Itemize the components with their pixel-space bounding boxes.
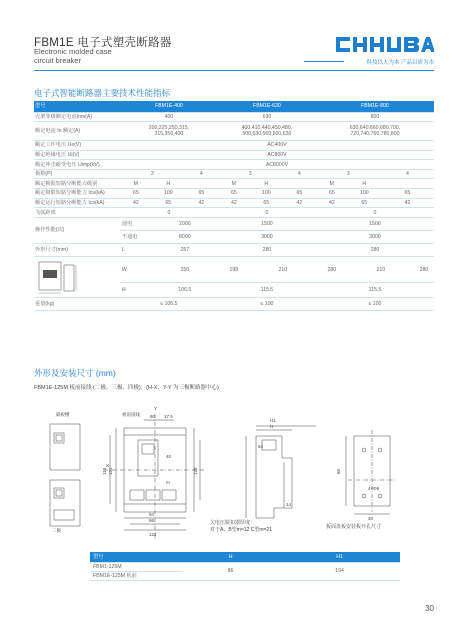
label-poles: 极数(P) xyxy=(34,169,120,179)
cell: 3 xyxy=(218,169,283,179)
cell: 115.5 xyxy=(218,283,316,297)
mini-header-model: 型号 xyxy=(90,552,182,562)
cell: 4 xyxy=(283,169,316,179)
slogan-divider xyxy=(304,61,344,62)
dim-128: 128 xyxy=(193,467,198,475)
note-undervoltage-1: 欠电压脱扣器厚度： xyxy=(210,520,256,526)
label-dim-l: L xyxy=(120,243,152,256)
dimension-section-title: 外形及安装尺寸 (mm) xyxy=(34,368,116,378)
dim-131: 131 xyxy=(108,467,113,475)
dim-122: 122 xyxy=(149,532,157,537)
label-operation-life: 操作性能(次) xyxy=(34,217,120,243)
label-arc-distance: 飞弧距离 xyxy=(34,208,120,218)
label-dim-h: H xyxy=(120,283,152,297)
label-frame-current: 壳架等级额定电流Inm(A) xyxy=(34,112,120,122)
breaker-thumbnail-cell xyxy=(34,256,120,297)
cell: 65 xyxy=(152,198,185,208)
cell: 4 xyxy=(381,169,434,179)
mini-header-h: H xyxy=(182,552,279,562)
cell-rated-current-800 xyxy=(316,122,434,141)
cell: M xyxy=(120,179,152,189)
mini-header-h1: H1 xyxy=(279,552,400,562)
cell: 42 xyxy=(185,198,218,208)
dimension-drawing xyxy=(34,400,434,550)
row-frame-current xyxy=(34,112,434,122)
cell: 8000 xyxy=(152,230,218,243)
mini-dimension-table xyxy=(90,552,400,581)
cell: 4 xyxy=(185,169,218,179)
label-electrical: 通电 xyxy=(120,217,152,230)
cell xyxy=(185,179,218,189)
label-panel: 隔板槽 xyxy=(56,412,70,417)
cell: 100 xyxy=(250,189,283,199)
row-icu xyxy=(34,189,434,199)
cell-text: 630,640,660,680,700, 720,740,760,780,800 xyxy=(349,125,401,138)
cell: 42 xyxy=(283,198,316,208)
cell: 65 xyxy=(316,189,348,199)
cell: 630 xyxy=(218,112,316,122)
row-weight xyxy=(34,297,434,310)
cell: 0 xyxy=(316,208,434,218)
label-axis-x: X xyxy=(106,463,110,468)
spec-table xyxy=(34,101,434,311)
label-weight: 重量(kg) xyxy=(34,297,120,310)
cell: 106.5 xyxy=(152,283,218,297)
label-two-pole: 二极 xyxy=(52,528,61,533)
cell: 65 xyxy=(381,189,434,199)
cell-text: 200,225,250,315, 315,350,400 xyxy=(148,125,190,138)
cell: H xyxy=(152,179,185,189)
dim-4-holes: 4×Φ6 xyxy=(368,486,380,491)
dim-h: H xyxy=(270,424,274,429)
cell: 0 xyxy=(120,208,218,218)
cell: 3 xyxy=(316,169,381,179)
cell: M xyxy=(316,179,348,189)
mini-cell-h1: 104 xyxy=(279,562,400,580)
cell: 280 xyxy=(218,243,316,256)
cell: 65 xyxy=(185,189,218,199)
label-impulse-voltage: 额定冲击耐受电压 Uimp(kV) xyxy=(34,160,120,170)
cell: AC8000V xyxy=(120,160,434,170)
cell: 150 xyxy=(152,256,218,283)
mini-row-label: FBM1-125M xyxy=(90,562,182,571)
label-insulation-voltage: 额定绝缘电压 Ui(V) xyxy=(34,150,120,160)
cell-rated-current-400 xyxy=(120,122,218,141)
brand-slogan: 科技以人为本 产品以质为本 xyxy=(366,60,434,66)
product-subtitle-line1: Electronic molded case xyxy=(34,47,112,56)
label-rated-current: 额定电流 In 额定(A) xyxy=(34,122,120,141)
cell: 65 xyxy=(120,189,152,199)
row-rated-current xyxy=(34,122,434,141)
label-ics: 额定运行短路分断能力 Ics(kA) xyxy=(34,198,120,208)
cell: 42 xyxy=(316,198,348,208)
cell: 1500 xyxy=(316,217,434,230)
row-breaking-level xyxy=(34,179,434,189)
header-fbm1e-400: FBM1E-400 xyxy=(120,101,218,112)
note-undervoltage-2: 对于A、B型m=12 C型m=21 xyxy=(210,527,272,533)
cell: H xyxy=(250,179,283,189)
row-impulse-voltage xyxy=(34,160,434,170)
cell: 1500 xyxy=(218,217,316,230)
dim-60: 60 xyxy=(336,468,341,474)
cell: 257 xyxy=(152,243,218,256)
row-arc-distance xyxy=(34,208,434,218)
row-ics xyxy=(34,198,434,208)
cell: 280 xyxy=(316,243,434,256)
label-icu: 额定极限短路分断能力 Icu(kA) xyxy=(34,189,120,199)
dim-17-5: 17.5 xyxy=(164,414,173,419)
cell xyxy=(283,179,316,189)
brand-text: CHHUBA xyxy=(334,33,339,34)
label-dim-w: W xyxy=(120,256,152,283)
cell: 115.5 xyxy=(316,283,434,297)
header-fbm1e-630: FBM1E-630 xyxy=(218,101,316,112)
cell: 65 xyxy=(218,189,250,199)
row-dim-w xyxy=(34,256,434,283)
spec-section-title: 电子式智能断路器主要技术性能指标 xyxy=(34,88,171,98)
dim-94: 94 xyxy=(149,512,155,517)
dim-m: m xyxy=(166,480,170,485)
row-dim-l xyxy=(34,243,434,256)
row-working-voltage xyxy=(34,141,434,151)
cell: 65 xyxy=(348,198,381,208)
mini-cell-h: 86 xyxy=(182,562,279,580)
header-rule xyxy=(34,70,434,71)
cell: 65 xyxy=(250,198,283,208)
label-mechanical: 不通电 xyxy=(120,230,152,243)
dim-45: 45 xyxy=(166,454,172,459)
cell: 3000 xyxy=(316,230,434,243)
cell: 800 xyxy=(316,112,434,122)
cell-text: 400,410,440,450,480, 500,530,560,600,630 xyxy=(241,125,293,138)
note-mounting-cutout: 板面盘板安装板开孔尺寸 xyxy=(326,524,382,530)
cell: 210 xyxy=(250,256,316,283)
page-number: 30 xyxy=(425,604,434,613)
cell: 280 xyxy=(414,256,434,283)
label-working-voltage: 额定工作电压 Ue(V) xyxy=(34,141,120,151)
dim-110: 110 xyxy=(102,467,107,475)
cell: 100 xyxy=(348,189,381,199)
breaker-outline-icon xyxy=(36,259,78,295)
cell: 0 xyxy=(218,208,316,218)
cell xyxy=(381,179,434,189)
cell: AC400V xyxy=(120,141,434,151)
cell: 42 xyxy=(120,198,152,208)
cell: 210 xyxy=(348,256,414,283)
product-title: FBM1E 电子式塑壳断路器 xyxy=(34,37,172,49)
cell: 3 xyxy=(120,169,185,179)
dim-14: 14 xyxy=(286,502,292,507)
cell: H xyxy=(348,179,381,189)
row-poles xyxy=(34,169,434,179)
spec-header-row xyxy=(34,101,434,112)
dimension-section-subtitle: FBM1E-125M 板前接线 (二极、三极、四极)：(H-X、Y-Y 为三极断路器中心) xyxy=(34,385,219,391)
mini-row xyxy=(90,562,400,571)
label-dimensions: 外形尺寸(mm) xyxy=(34,243,120,256)
cell: 42 xyxy=(381,198,434,208)
dim-66: 66 xyxy=(149,518,155,523)
mini-header-row xyxy=(90,552,400,562)
header-fbm1e-800: FBM1E-800 xyxy=(316,101,434,112)
cell-rated-current-630 xyxy=(218,122,316,141)
cell: 400 xyxy=(120,112,218,122)
product-subtitle-line2: circuit breaker xyxy=(34,56,82,65)
cell: ≤ 100 xyxy=(316,297,434,310)
mini-row-label: FBM1E-125M 板前 xyxy=(90,571,182,580)
cell: AC800V xyxy=(120,150,434,160)
dim-90: 90 xyxy=(150,414,156,419)
label-front-wiring: 板前接线 xyxy=(122,412,140,417)
cell: 42 xyxy=(218,198,250,208)
cell: ≤ 100 xyxy=(218,297,316,310)
label-breaking-level: 额定极限短路分断能力级别 xyxy=(34,179,120,189)
dim-30: 30 xyxy=(368,516,374,521)
cell: 65 xyxy=(283,189,316,199)
dim-54: 54 xyxy=(258,444,264,449)
header-model: 型号 xyxy=(34,101,120,112)
cell: M xyxy=(218,179,250,189)
cell: 3000 xyxy=(218,230,316,243)
cell: 280 xyxy=(316,256,348,283)
cell: 198 xyxy=(218,256,250,283)
row-insulation-voltage xyxy=(34,150,434,160)
cell: 100 xyxy=(152,189,185,199)
cell: 2000 xyxy=(152,217,218,230)
row-operation-electrical xyxy=(34,217,434,230)
label-axis-y: Y xyxy=(154,406,158,411)
dim-h1: H1 xyxy=(270,418,276,423)
brand-logo xyxy=(334,33,434,55)
cell: ≤ 106.5 xyxy=(120,297,218,310)
